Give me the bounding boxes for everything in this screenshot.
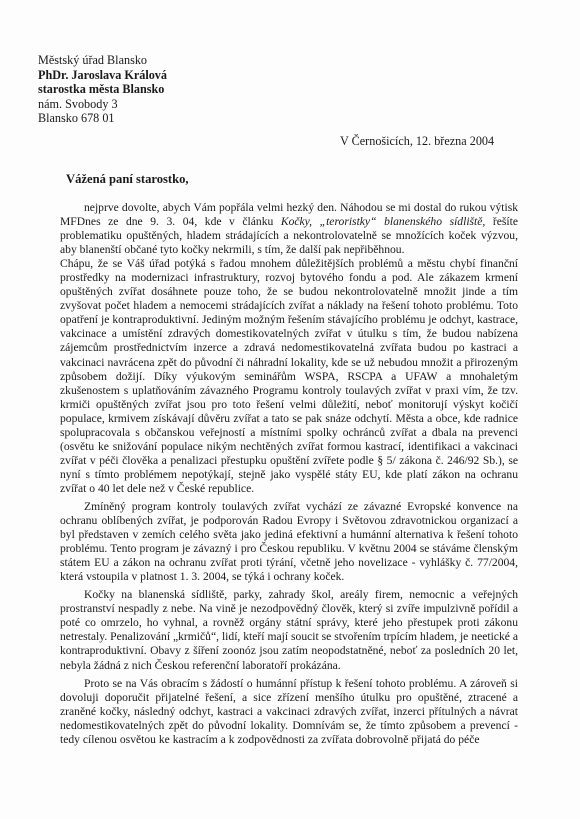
paragraph-1-start: nejprve dovolte, abych Vám popřála velmi hezký den. Náhodou se mi dostal do rukou výtisk MFDnes ze dne 9. 3. 04, kde v článku bbox=[60, 201, 518, 229]
address-role: starostka města Blansko bbox=[38, 82, 165, 97]
paragraph-5: Proto se na Vás obracím s žádostí o humánní přístup k řešení tohoto problému. A zároveň si dovoluji doporučit přijatelné řešení, a sice zřízení menšího útulku pro opuštěné, ztracené a zraněné kočky, následný odchyt, kastraci a vakcinaci zdravých zvířat, inzerci přítulných a návrat nedomestikovatelných zpět do původní lokality. Domnívám se, že tímto způsobem a prevencí - tedy cílenou osvětou ke kastracím a k zodpovědnosti za zvířata dobrovolně přijatá do péče bbox=[60, 676, 518, 746]
paragraph-1-end: řešíte problematiku opuštěných, hladem strádajících a nekontrolovatelně se množících koček výzvou, aby blanenští občané tyto kočky nekrmili, s tím, že další pak nepřiběhnou. bbox=[60, 215, 518, 257]
letter-body bbox=[60, 201, 518, 747]
paragraph-2: Chápu, že se Váš úřad potýká s řadou mnohem důležitějších problémů a městu chybí finanční prostředky na modernizaci infrastruktury, rozvoj bytového fondu a pod. Ale zákazem krmení opuštěných zvířat dosáhnete pouze toho, že se budou nekontrolovatelně množit jinde a tím zvyšovat počet hladem a nemocemi strádajících zvířat a náklady na řešení tohoto problému. Toto opatření je kontraproduktivní. Jediným možným řešením stávajícího problému je odchyt, kastrace, vakcinace a umístění zdravých domestikovatelných zvířat v útulku s tím, že budou nabízena zájemcům prostřednictvím inzerce a zdravá nedomestikovatelná zvířata budou po kastraci a vakcinaci navrácena zpět do původní či náhradní lokality, kde se už nebudou množit a přirozeným způsobem dožijí. Díky výukovým seminářům WSPA, RSCPA a UFAW a mnohaletým zkušenostem s uplatňováním závazného Programu kontroly toulavých zvířat v praxi vím, že tzv. krmiči opuštěných zvířat jsou pro toto řešení velmi důležití, neboť monitorují výskyt kočičí populace, krmivem získávají důvěru zvířat a tato se pak snáze odchytí. Města a obce, kde radnice spolupracovala s občanskou veřejností a místními spolky ochránců zvířat a dbala na prevenci (osvětu ke snižování populace nikým nechtěných zvířat formou kastrací, identifikaci a vakcinaci zvířat v péči člověka a penalizaci přestupku opuštění zvířete podle § 5/ zákona č. 246/92 Sb.), se nyní s tímto problémem nepotýkají, stejně jako vyspělé státy EU, kde platí zákon na ochranu zvířat o 40 let dele než v České republice. bbox=[60, 257, 518, 495]
address-street: nám. Svobody 3 bbox=[38, 96, 118, 111]
article-title: Kočky, „teroristky“ blanenského sídliště, bbox=[280, 215, 486, 229]
paragraph-3: Zmíněný program kontroly toulavých zvířat vychází ze závazné Evropské konvence na ochranu oblíbených zvířat, je podporován Radou Evropy i Světovou zdravotnickou organizací a byl představen v zemích celého světa jako jediná efektivní a humánní alternativa k řešení tohoto problému. Tento program je závazný i pro Českou republiku. V květnu 2004 se stáváme členským státem EU a zákon na ochranu zvířat proti týrání, včetně jeho novelizace - vyhlášky č. 77/2004, která vstoupila v platnost 1. 3. 2004, se týká i ochrany koček. bbox=[60, 499, 518, 584]
address-name: PhDr. Jaroslava Králová bbox=[38, 67, 167, 82]
recipient-address bbox=[38, 53, 167, 126]
address-city: Blansko 678 01 bbox=[38, 111, 115, 126]
paragraph-4: Kočky na blanenská sídliště, parky, zahrady škol, areály firem, nemocnic a veřejných prostranství nespadly z nebe. Na vině je nezodpovědný člověk, který si zvíře impulzivně pořídil a poté co omrzelo, ho vyhnal, a rovněž orgány státní správy, které jeho přestupek proti zákonu netrestaly. Penalizování „krmičů“, lidí, kteří mají soucit se stvořením trpícím hladem, je neetické a kontraproduktivní. Obavy z šíření zoonóz jsou zatím neopodstatněné, neboť za posledních 20 let, nebyla žádná z nich Českou referenční laboratoří prokázána. bbox=[60, 588, 518, 672]
place-and-date: V Černošicích, 12. března 2004 bbox=[340, 134, 495, 148]
paragraph-1 bbox=[60, 201, 518, 257]
salutation: Vážená paní starostko, bbox=[66, 172, 189, 186]
address-office: Městský úřad Blansko bbox=[38, 53, 148, 67]
